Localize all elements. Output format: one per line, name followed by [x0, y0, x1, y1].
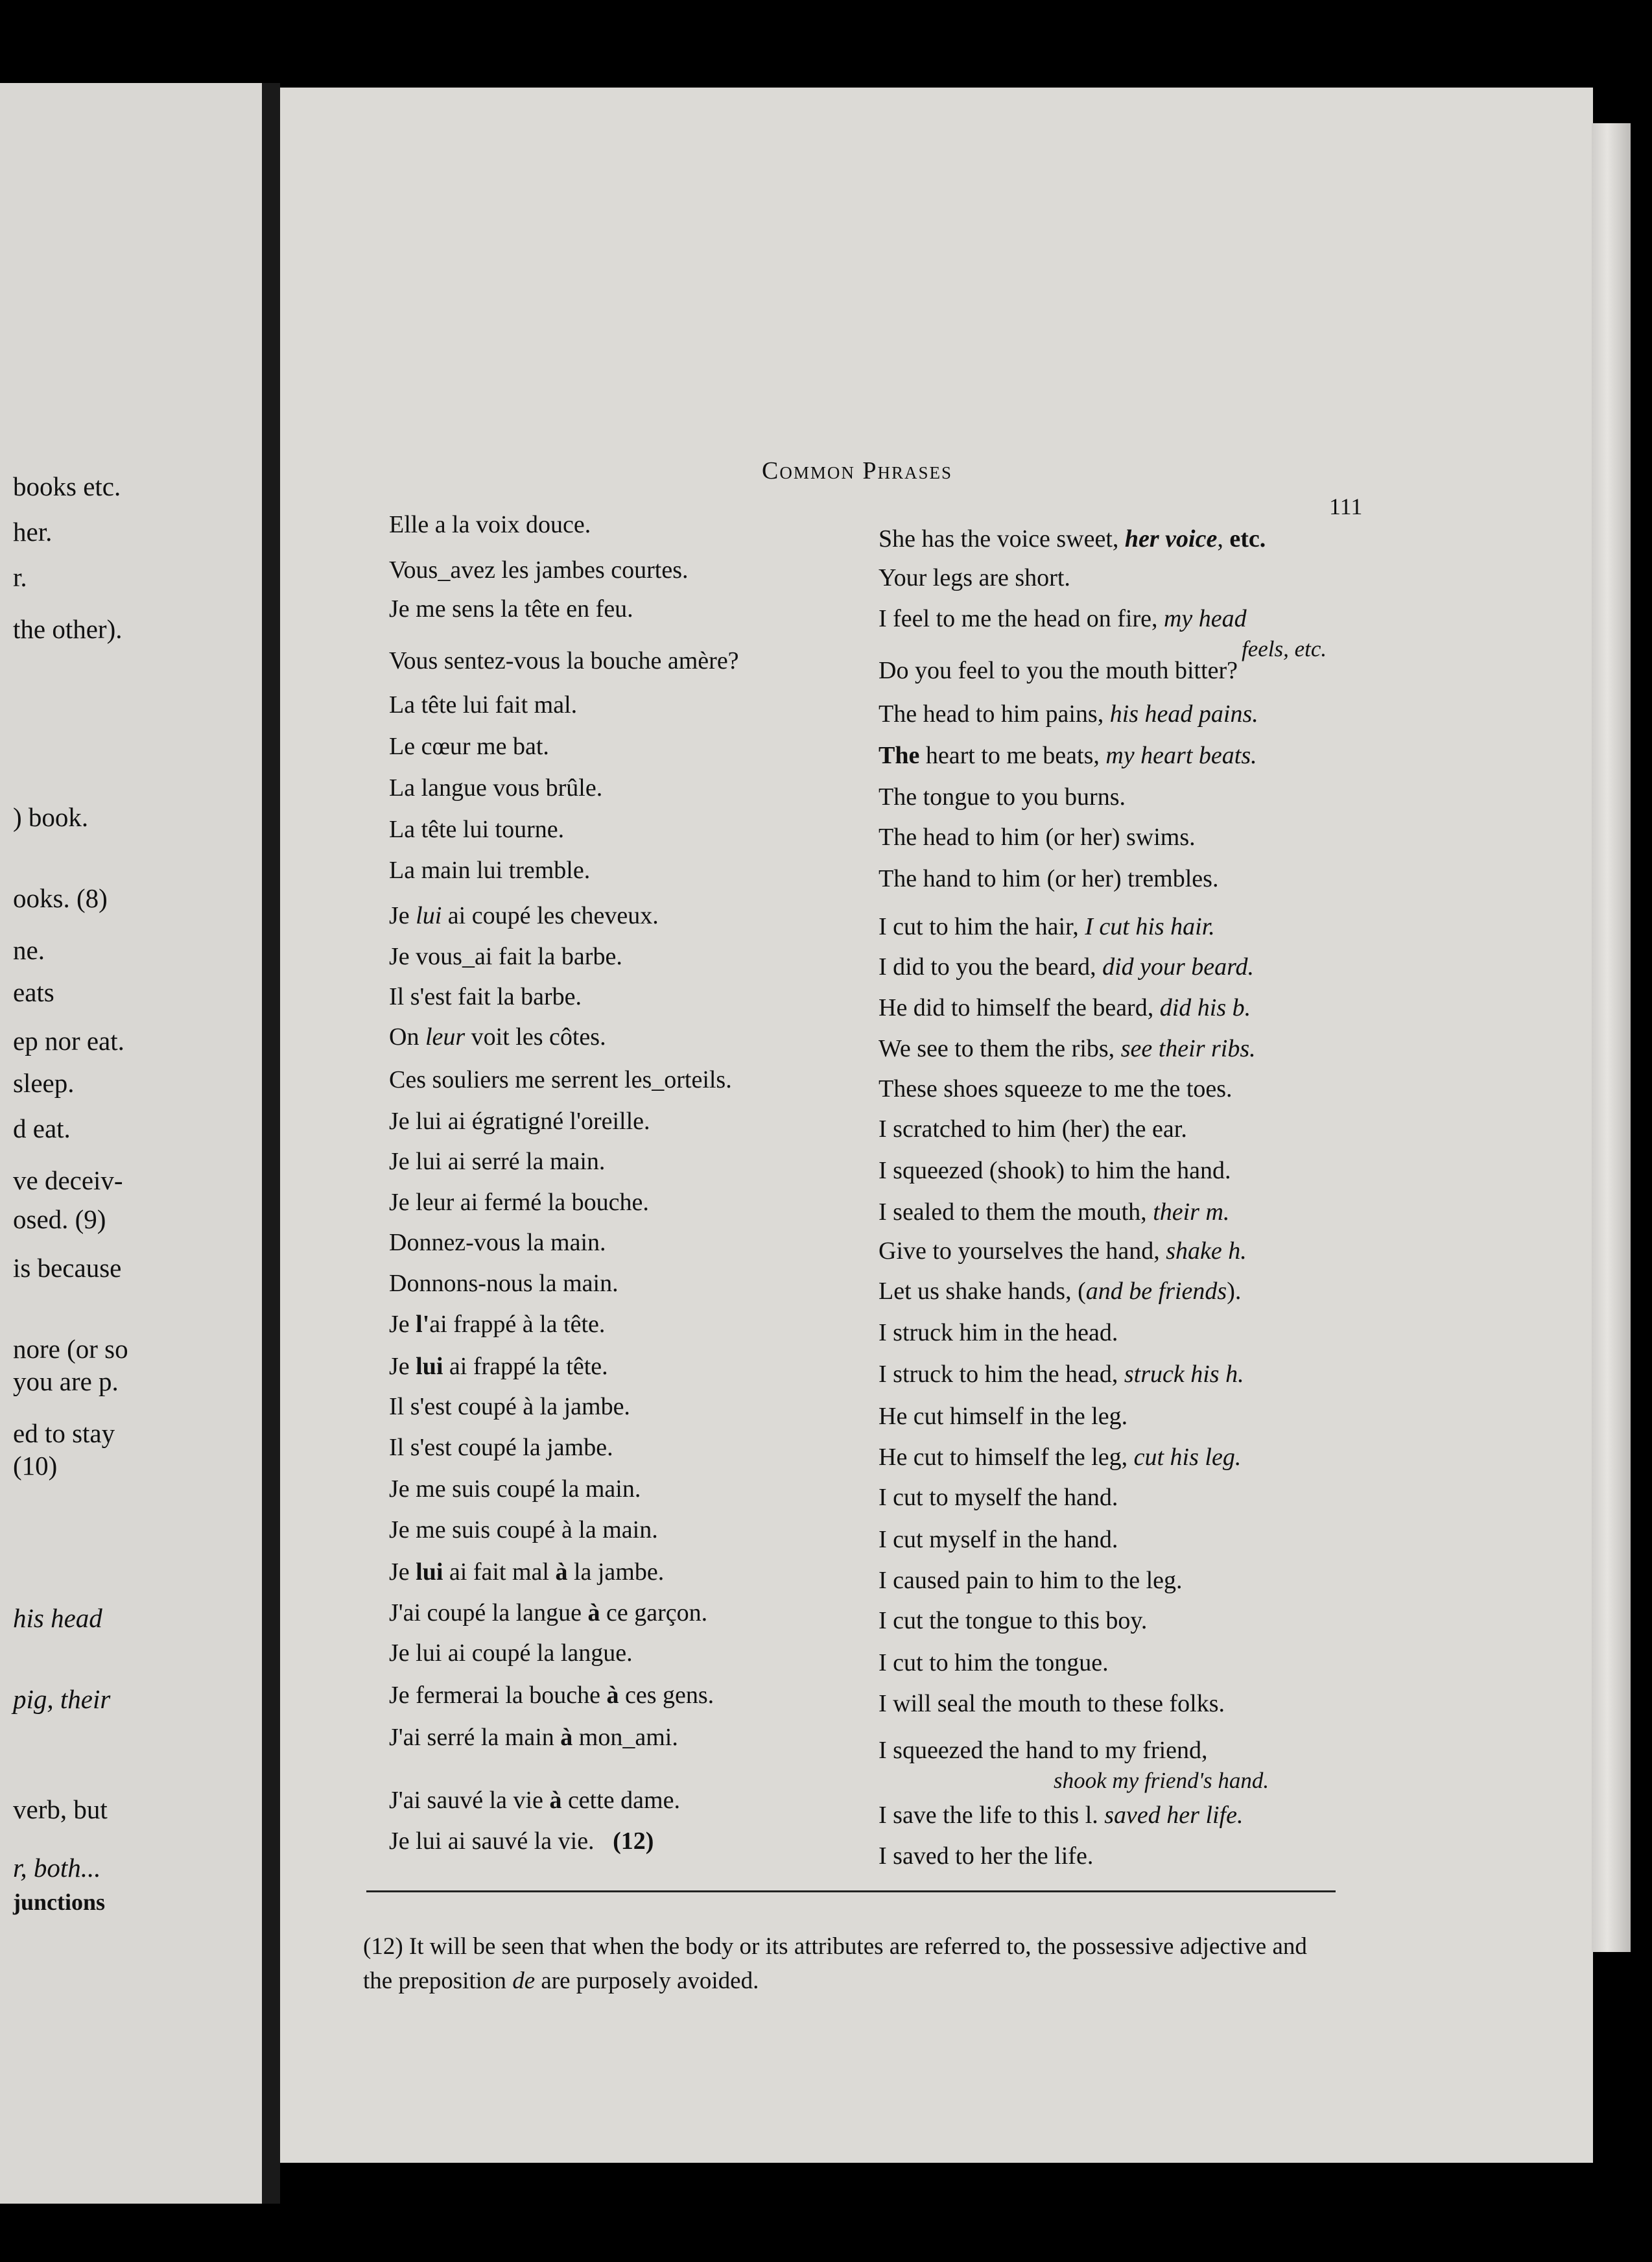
- phrase-french: La tête lui fait mal.: [389, 691, 578, 719]
- phrase-french: Je lui ai serré la main.: [389, 1148, 606, 1175]
- phrase-english: I cut to him the hair, I cut his hair.: [879, 913, 1215, 940]
- phrase-english-continuation: feels, etc.: [1242, 636, 1327, 661]
- left-page-fragment: r, both...: [13, 1853, 101, 1883]
- left-page-fragment: his head: [13, 1603, 102, 1633]
- left-page-fragment: ne.: [13, 935, 45, 965]
- phrase-french: Donnons-nous la main.: [389, 1270, 619, 1297]
- phrase-english: I struck him in the head.: [879, 1319, 1118, 1346]
- left-page-fragment: ep nor eat.: [13, 1026, 124, 1056]
- phrase-english: The tongue to you burns.: [879, 783, 1126, 811]
- phrase-french: Ces souliers me serrent les_orteils.: [389, 1066, 732, 1093]
- phrase-french: Je me sens la tête en feu.: [389, 595, 633, 623]
- phrase-english: Let us shake hands, (and be friends).: [879, 1278, 1242, 1305]
- phrase-french: On leur voit les côtes.: [389, 1023, 606, 1051]
- phrase-english: Your legs are short.: [879, 564, 1070, 591]
- page-header-title: Common Phrases: [762, 457, 953, 484]
- phrase-french: Je l'ai frappé à la tête.: [389, 1311, 606, 1338]
- phrase-english: I feel to me the head on fire, my head: [879, 605, 1247, 632]
- phrase-french: Donnez-vous la main.: [389, 1229, 606, 1256]
- left-page-fragment: eats: [13, 977, 54, 1007]
- phrase-english: I saved to her the life.: [879, 1842, 1094, 1870]
- phrase-french: J'ai serré la main à mon_ami.: [389, 1724, 678, 1751]
- left-page-fragment: r.: [13, 562, 27, 592]
- phrase-english: Give to yourselves the hand, shake h.: [879, 1237, 1247, 1265]
- phrase-english: The heart to me beats, my heart beats.: [879, 742, 1257, 769]
- phrase-french: J'ai coupé la langue à ce garçon.: [389, 1599, 708, 1626]
- phrase-english: I caused pain to him to the leg.: [879, 1567, 1183, 1594]
- phrase-french: Le cœur me bat.: [389, 733, 549, 760]
- phrase-french: Je fermerai la bouche à ces gens.: [389, 1682, 714, 1709]
- left-page-fragment: ed to stay: [13, 1418, 115, 1448]
- phrase-english: I squeezed the hand to my friend,: [879, 1737, 1208, 1764]
- left-page-fragment: verb, but: [13, 1794, 108, 1824]
- phrase-english: I scratched to him (her) the ear.: [879, 1115, 1187, 1143]
- phrase-french: Il s'est coupé la jambe.: [389, 1434, 613, 1461]
- phrase-english: I sealed to them the mouth, their m.: [879, 1198, 1230, 1226]
- phrase-english: Do you feel to you the mouth bitter?: [879, 657, 1238, 684]
- phrase-english: She has the voice sweet, her voice, etc.: [879, 525, 1266, 553]
- phrase-french: Je lui ai sauvé la vie. (12): [389, 1827, 654, 1855]
- phrase-french: Je me suis coupé la main.: [389, 1475, 641, 1503]
- footnote-divider: [366, 1890, 1336, 1892]
- phrase-french: Il s'est coupé à la jambe.: [389, 1393, 630, 1420]
- phrase-english: I cut to him the tongue.: [879, 1649, 1109, 1676]
- phrase-english: He did to himself the beard, did his b.: [879, 994, 1251, 1021]
- phrase-english: I struck to him the head, struck his h.: [879, 1361, 1244, 1388]
- left-page-fragment: nore (or so: [13, 1334, 128, 1364]
- phrase-french: Elle a la voix douce.: [389, 511, 591, 538]
- left-page-fragment: the other).: [13, 614, 123, 644]
- left-page-fragment: d eat.: [13, 1113, 71, 1143]
- page-edge: [1592, 123, 1631, 1952]
- phrase-english: I squeezed (shook) to him the hand.: [879, 1157, 1231, 1184]
- phrase-english: These shoes squeeze to me the toes.: [879, 1075, 1233, 1102]
- phrase-french: Il s'est fait la barbe.: [389, 983, 582, 1010]
- left-page-fragment: sleep.: [13, 1068, 75, 1098]
- phrase-english: We see to them the ribs, see their ribs.: [879, 1035, 1256, 1062]
- left-page-fragment: osed. (9): [13, 1204, 106, 1234]
- book-gutter: [262, 83, 280, 2204]
- left-page: [0, 83, 266, 2204]
- phrase-french: Vous_avez les jambes courtes.: [389, 556, 689, 584]
- phrase-french: Je lui ai fait mal à la jambe.: [389, 1558, 665, 1586]
- left-page-fragment: her.: [13, 517, 53, 547]
- page-number: 111: [1329, 494, 1363, 519]
- phrase-english: He cut himself in the leg.: [879, 1403, 1128, 1430]
- phrase-french: Je lui ai coupé les cheveux.: [389, 902, 659, 929]
- phrase-french: Je lui ai coupé la langue.: [389, 1639, 633, 1667]
- footnote: (12) It will be seen that when the body or its attributes are referred to, the possessive adjective and the preposition de are purposely avoided.: [363, 1933, 1307, 1994]
- phrase-english: He cut to himself the leg, cut his leg.: [879, 1444, 1242, 1471]
- phrase-english: The head to him pains, his head pains.: [879, 700, 1258, 728]
- phrase-english: I cut to myself the hand.: [879, 1484, 1118, 1511]
- phrase-english: I save the life to this l. saved her life.: [879, 1802, 1244, 1829]
- left-page-fragment: you are p.: [13, 1366, 119, 1396]
- phrase-french: J'ai sauvé la vie à cette dame.: [389, 1787, 680, 1814]
- phrase-french: Je me suis coupé à la main.: [389, 1516, 658, 1543]
- left-page-fragment: is because: [13, 1253, 122, 1283]
- left-page-fragment: books etc.: [13, 471, 121, 501]
- left-page-fragment: ) book.: [13, 802, 89, 832]
- phrase-english: I will seal the mouth to these folks.: [879, 1690, 1225, 1717]
- phrase-english: The head to him (or her) swims.: [879, 824, 1196, 851]
- phrase-french: Je leur ai fermé la bouche.: [389, 1189, 649, 1216]
- left-page-fragment: ooks. (8): [13, 883, 108, 913]
- phrase-french: La tête lui tourne.: [389, 816, 565, 843]
- phrase-english-continuation: shook my friend's hand.: [1054, 1768, 1269, 1793]
- phrase-french: Je lui ai égratigné l'oreille.: [389, 1108, 650, 1135]
- phrase-french: Vous sentez-vous la bouche amère?: [389, 647, 739, 674]
- left-page-fragment: ve deceiv-: [13, 1165, 123, 1195]
- phrase-english: I did to you the beard, did your beard.: [879, 953, 1255, 981]
- phrase-english: The hand to him (or her) trembles.: [879, 865, 1219, 892]
- left-page-fragment: junctions: [13, 1889, 106, 1915]
- phrase-french: La langue vous brûle.: [389, 774, 603, 802]
- phrase-english: I cut the tongue to this boy.: [879, 1607, 1148, 1634]
- phrase-english: I cut myself in the hand.: [879, 1526, 1118, 1553]
- left-page-fragment: (10): [13, 1451, 58, 1481]
- phrase-french: Je vous_ai fait la barbe.: [389, 943, 622, 970]
- phrase-french: Je lui ai frappé la tête.: [389, 1353, 608, 1380]
- phrase-french: La main lui tremble.: [389, 857, 591, 884]
- left-page-fragment: pig, their: [13, 1684, 111, 1714]
